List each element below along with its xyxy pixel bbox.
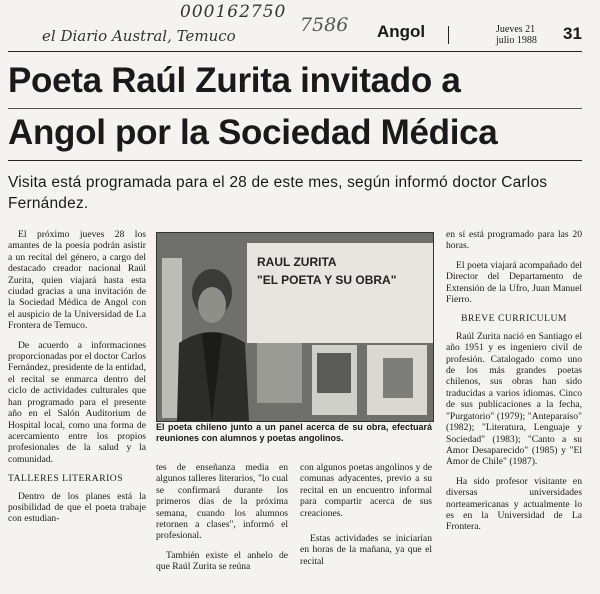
paragraph: tes de enseñanza media en algunos talleres literarios, "lo cual se confirmará durante los primeros días de la próxima semana, cuando los alumnos retornen a clases", informó el profesional. xyxy=(156,462,288,542)
poster-title: RAUL ZURITA xyxy=(257,255,337,269)
paragraph: El poeta viajará acompañado del Director del Departamento de Extensión de la Ufro, Juan Manuel Fierro. xyxy=(446,259,582,306)
subheading: BREVE CURRICULUM xyxy=(461,313,567,325)
header-rule xyxy=(8,51,582,52)
issue-date-month: julio 1988 xyxy=(496,35,537,46)
handwritten-number: 7586 xyxy=(300,14,349,36)
poster-text xyxy=(257,255,396,288)
subheading: TALLERES LITERARIOS xyxy=(8,473,124,485)
column-1 xyxy=(8,229,146,533)
handwritten-source: el Diario Austral, Temuco xyxy=(42,27,236,45)
article-photo xyxy=(156,232,434,422)
headline-line-1: Poeta Raúl Zurita invitado a xyxy=(8,61,461,100)
handwritten-code: 000162750 xyxy=(180,2,287,22)
page-number: 31 xyxy=(563,24,582,43)
paragraph: Estas actividades se iniciarían en horas de la mañana, ya que el recital xyxy=(300,533,432,567)
deck: Visita está programada para el 28 de este mes, según informó doctor Carlos Fernández. xyxy=(8,174,548,212)
header-divider xyxy=(448,26,449,44)
column-2 xyxy=(156,462,288,581)
headline-rule xyxy=(8,108,582,109)
headline-bottom-rule xyxy=(8,160,582,161)
photo-caption: El poeta chileno junto a un panel acerca de su obra, efectuará reuniones con alumnos y poetas angolinos. xyxy=(156,422,432,443)
paragraph: El próximo jueves 28 los amantes de la poesía podrán asistir a un recital del género, a cargo del destacado creador nacional Raúl Zurita, quien viajará hasta esta ciudad gracias a una invitación de la Sociedad Médica de Angol con el auspicio de la Universidad de La Frontera de Temuco. xyxy=(8,229,146,332)
paragraph: en sí está programado para las 20 horas. xyxy=(446,229,582,252)
paragraph: De acuerdo a informaciones proporcionadas por el doctor Carlos Fernández, presidente de la entidad, el recital se enmarca dentro del ciclo de actividades culturales que han programado para el presente año en el Salón Auditorium de Hospital local, como una forma de acercamiento entre los propios profesionales de la salud y la comunidad. xyxy=(8,339,147,465)
issue-date-day: Jueves 21 xyxy=(496,24,536,35)
paragraph: También existe el anhelo de que Raúl Zurita se reúna xyxy=(156,549,288,573)
poster-subtitle: "EL POETA Y SU OBRA" xyxy=(257,273,397,287)
issue-date xyxy=(496,24,537,46)
paragraph: Ha sido profesor visitante en diversas universidades norteamericanas y actualmente lo es en la Universidad de La Frontera. xyxy=(446,475,582,533)
headline-line-2: Angol por la Sociedad Médica xyxy=(8,113,498,152)
section-name: Angol xyxy=(377,22,426,41)
paragraph: Dentro de los planes está la posibilidad de que el poeta trabaje con estudian- xyxy=(8,490,146,525)
paragraph: Raúl Zurita nació en Santiago el año 1951 y es ingeniero civil de profesión. Catalogado como uno de los más grandes poetas chilenos, sus obras han sido traducidas a varios idiomas. Cinco de sus publicaciones a la fecha, "Purgatorio" (1979); "Anteparaíso" (1982); "Literatura, Lenguaje y Sociedad" (1983); "Canto a su Amor Desaparecido" (1985) y "El Amor de Chile" (1987). xyxy=(446,330,582,468)
column-3 xyxy=(300,462,432,575)
column-4 xyxy=(446,229,582,541)
paragraph: con algunos poetas angolinos y de comunas adyacentes, previo a su recital en un encuentro informal para compartir acerca de sus creaciones. xyxy=(300,462,432,519)
